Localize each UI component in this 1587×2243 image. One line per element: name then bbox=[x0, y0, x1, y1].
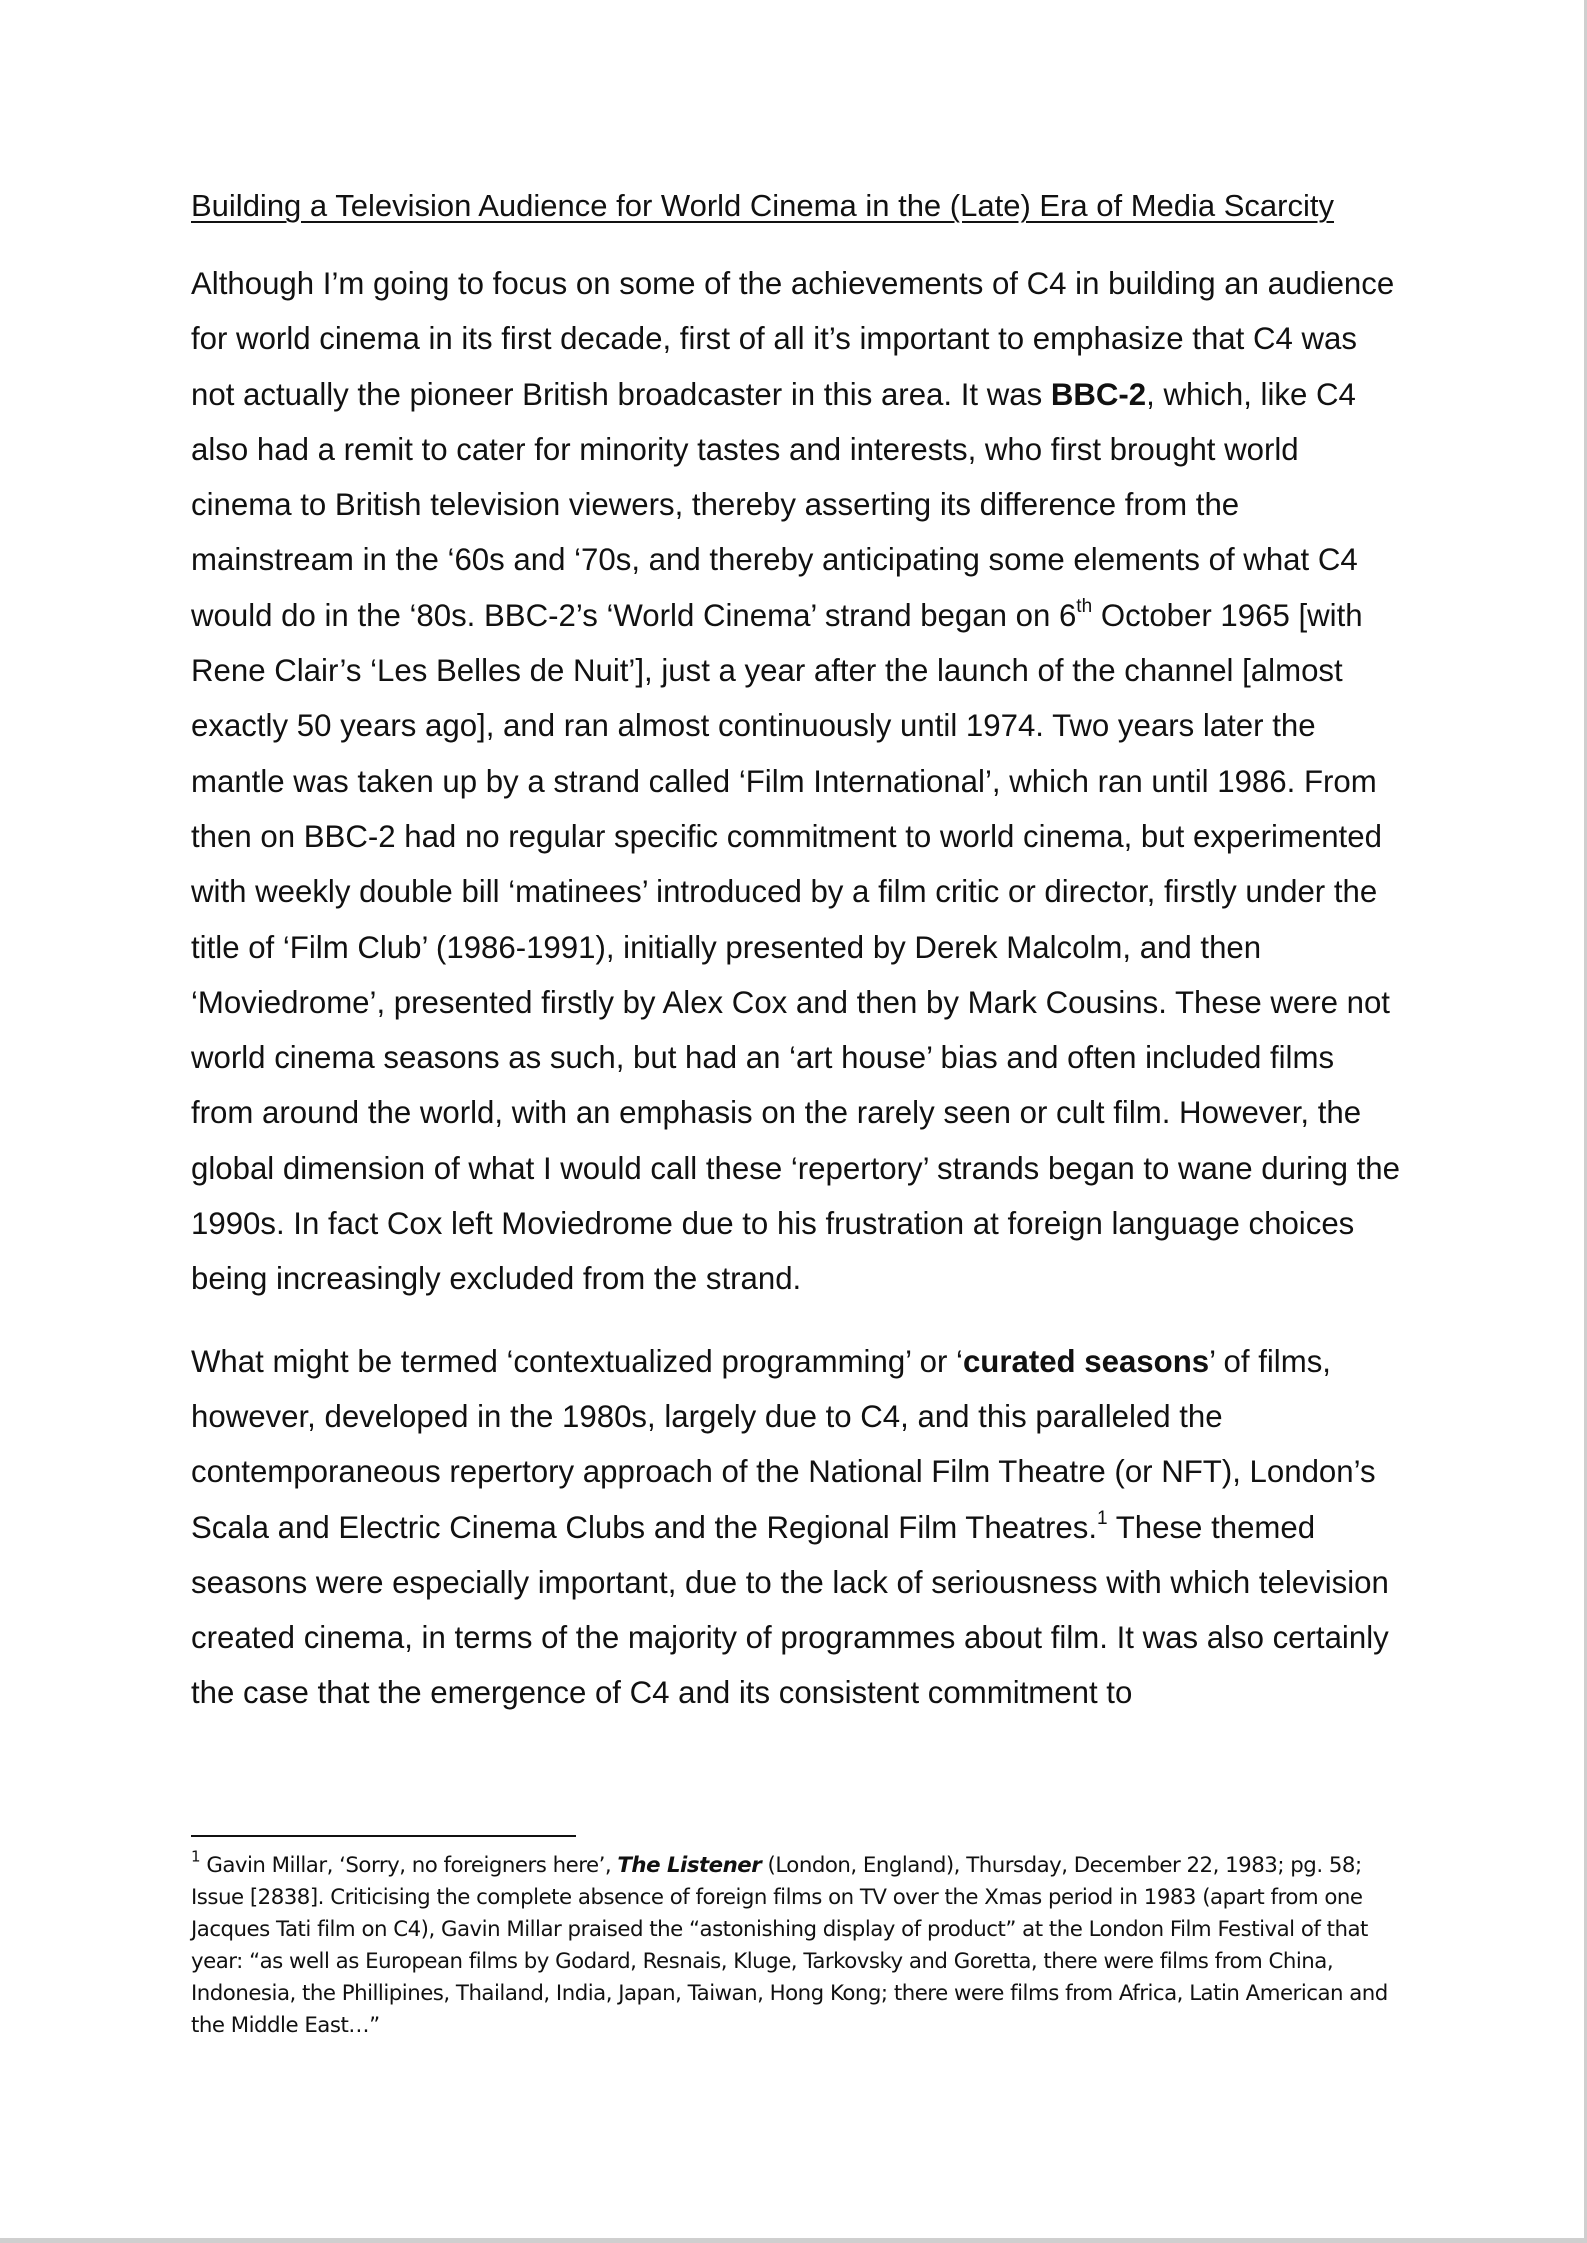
paragraph-1-text-a: Although I’m going to focus on some of the achievements of C4 in building an audience for world cinema in its first decade, first of all it’s important to emphasize that C4 was not actually the pioneer British broadcaster in this area. It was bbox=[191, 266, 1395, 412]
paragraph-1-text-c: October 1965 [with Rene Clair’s ‘Les Belles de Nuit’], just a year after the launch of the channel [almost exactly 50 years ago], and ran almost continuously until 1974. Two years later the mantle was taken up by a strand called ‘Film International’, which ran until 1986. From then on BBC-2 had no regular specific commitment to world cinema, but experimented with weekly double bill ‘matinees’ introduced by a film critic or director, firstly under the title of ‘Film Club’ (1986-1991), initially presented by Derek Malcolm, and then ‘Moviedrome’, presented firstly by Alex Cox and then by Mark Cousins. These were not world cinema seasons as such, but had an ‘art house’ bias and often included films from around the world, with an emphasis on the rarely seen or cult film. However, the global dimension of what I would call these ‘repertory’ strands began to wane during the 1990s. In fact Cox left Moviedrome due to his frustration at foreign language choices being increasingly excluded from the strand. bbox=[191, 597, 1400, 1297]
footnote-separator bbox=[191, 1835, 576, 1837]
paragraph-1 bbox=[191, 256, 1401, 1307]
paragraph-2-bold-curated-seasons: curated seasons bbox=[962, 1343, 1210, 1379]
document-body bbox=[191, 182, 1401, 1748]
footnote-text-a: Gavin Millar, ‘Sorry, no foreigners here’, bbox=[200, 1853, 618, 1878]
footnote-1 bbox=[191, 1847, 1401, 2042]
paragraph-1-text-b: , which, like C4 also had a remit to cater for minority tastes and interests, who first brought world cinema to British television viewers, thereby asserting its difference from the mainstream in the ‘60s and ‘70s, and thereby anticipating some elements of what C4 would do in the ‘80s. BBC-2’s ‘World Cinema’ strand began on 6 bbox=[191, 376, 1358, 633]
footnote-text-b: (London, England), Thursday, December 22, 1983; pg. 58; Issue [2838]. Criticising the complete absence of foreign films on TV over the Xmas period in 1983 (apart from one Jacques Tati film on C4), Gavin Millar praised the “astonishing display of product” at the London Film Festival of that year: “as well as European films by Godard, Resnais, Kluge, Tarkovsky and Goretta, there were films from China, Indonesia, the Phillipines, Thailand, India, Japan, Taiwan, Hong Kong; there were films from Africa, Latin American and the Middle East…” bbox=[191, 1853, 1388, 2038]
paragraph-2-text-a: What might be termed ‘contextualized programming’ or ‘ bbox=[191, 1343, 963, 1379]
document-title: Building a Television Audience for World Cinema in the (Late) Era of Media Scarcity bbox=[191, 188, 1334, 223]
footnote-reference-1[interactable]: 1 bbox=[1097, 1507, 1108, 1529]
paragraph-2 bbox=[191, 1334, 1401, 1721]
footnote-marker: 1 bbox=[191, 1847, 201, 1866]
footnote-publication-title: The Listener bbox=[617, 1853, 762, 1878]
paragraph-2-text-c: These themed seasons were especially important, due to the lack of seriousness with which television created cinema, in terms of the majority of programmes about film. It was also certainly the case that the emergence of C4 and its consistent commitment to bbox=[191, 1509, 1389, 1711]
paragraph-2-text-b: ’ of films, however, developed in the 1980s, largely due to C4, and this paralleled the contemporaneous repertory approach of the National Film Theatre (or NFT), London’s Scala and Electric Cinema Clubs and the Regional Film Theatres. bbox=[191, 1343, 1376, 1545]
paragraph-1-ordinal-superscript: th bbox=[1076, 595, 1093, 617]
paragraph-1-bold-bbc2: BBC-2 bbox=[1050, 376, 1147, 412]
